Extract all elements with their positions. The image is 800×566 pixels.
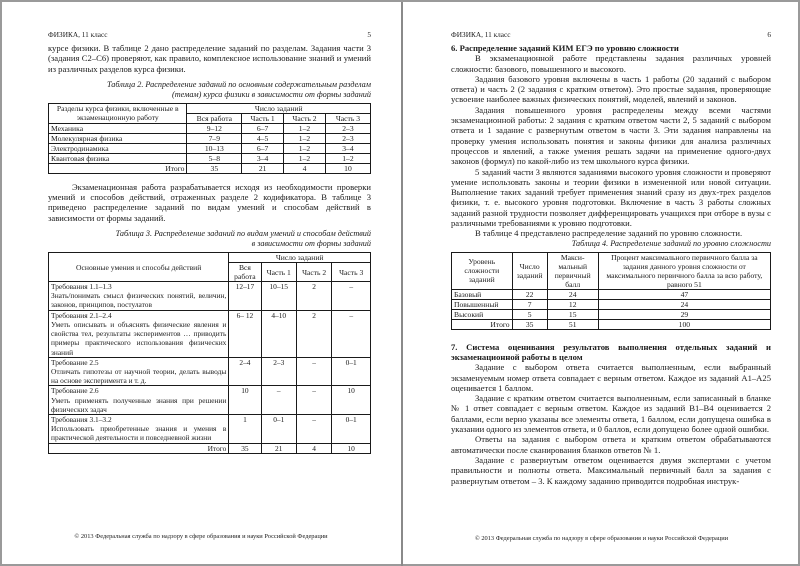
table-row: Механика 9–12 6–7 1–2 2–3 bbox=[49, 123, 371, 133]
paragraph: Задание с выбором ответа считается выполненным, если выбранный экзаменуемым номер ответа совпадает с верным ответом. Каждое из заданий А1–А25 оценивается 1 баллом. bbox=[451, 362, 771, 393]
header-title: ФИЗИКА, 11 класс bbox=[451, 30, 511, 39]
section-6-heading: 6. Распределение заданий КИМ ЕГЭ по уровню сложности bbox=[451, 43, 679, 53]
paragraph: Задание с развернутым ответом оценивается двумя экспертами с учетом правильности и полноты ответа. Максимальный первичный балл за задания с развернутым ответом – 3. К каждому заданию приводится подробная инструк- bbox=[451, 454, 771, 486]
paragraph: Ответы на задания с выбором ответа и кратким ответом обрабатываются автоматически после сканирования бланков ответов № 1. bbox=[451, 434, 771, 455]
table-4: Уровень сложности заданий Число заданий Макси-мальный первичный балл Процент максимального первичного балла за задания данного уровня сложности от максимального первичного балла за всю работу, равного 51 Базовый 22 24 47 Повышенный 7 12 24 Высокий 5 15 29 Итого 35 51 100 bbox=[451, 252, 771, 330]
table4-caption: Таблица 4. Распределение заданий по уровню сложности bbox=[571, 238, 771, 248]
table-row: Квантовая физика 5–8 3–4 1–2 1–2 bbox=[49, 153, 371, 163]
page-5 bbox=[2, 2, 400, 564]
table-total-row: Итого 35 51 100 bbox=[452, 319, 771, 329]
section-7-heading: 7. Система оценивания результатов выполнения отдельных заданий и экзаменационной работы в целом bbox=[451, 341, 771, 362]
table-row: Повышенный 7 12 24 bbox=[452, 299, 771, 309]
table-total-row: Итого 35 21 4 10 bbox=[49, 443, 371, 453]
page-footer: © 2013 Федеральная служба по надзору в сфере образования и науки Российской Федерации bbox=[474, 535, 729, 542]
table-2: Разделы курса физики, включенные в экзаменационную работу Число заданий Вся работа Часть 1 Часть 2 Часть 3 Механика 9–12 6–7 1–2 2–3 Молекулярная физика 7–9 4–5 1–2 2–3 Электродинамика 10–13 6–7 1–2 3–4 Квантовая физика 5–8 3–4 1–2 1–2 Итого 35 21 4 10 bbox=[48, 103, 371, 174]
table-total-row: Итого 35 21 4 10 bbox=[49, 163, 371, 173]
header-title: ФИЗИКА, 11 класс bbox=[48, 30, 108, 39]
paragraph: Задания базового уровня включены в часть 1 работы (20 заданий с выбором ответа) и часть 2 (2 задания с кратким ответом). Это простые задания, проверяющие усвоение наиболее важных физических понятий, моделей, явлений и законов. bbox=[451, 73, 771, 105]
table-row: Требование 2.5 Отличать гипотезы от научной теории, делать выводы на основе эксперимента и т. д. 2–4 2–3 – 0–1 bbox=[49, 357, 371, 386]
table-row: Требования 1.1–1.3 Знать/понимать смысл физических понятий, величин, законов, принципов, постулатов 12–17 10–15 2 – bbox=[49, 282, 371, 311]
table-3: Основные умения и способы действий Число заданий Вся работа Часть 1 Часть 2 Часть 3 Требования 1.1–1.3 Знать/понимать смысл физических понятий, величин, законов, принципов, постулатов 12–17 10–15 2 – Требования 2.1–2.4 Уметь описывать и объяснять физические явления и свойства тел, результаты экспериментов … приводить примеры практического использования физических знаний 6– 12 4–10 2 – Требование 2.5 Отличать гипотезы от научной теории, делать выводы на основе эксперимента и т. д. 2–4 2–3 – 0–1 Требование 2.6 Уметь применять полученные знания при решении физических задач 10 – – 10 Требования 3.1–3.2 Использовать приобретенные знания и умения в практической деятельности и повседневной жизни 1 0–1 – 0–1 Итого 35 21 4 10 bbox=[48, 252, 371, 454]
page-6 bbox=[403, 2, 800, 564]
table-row: Базовый 22 24 47 bbox=[452, 289, 771, 299]
paragraph: 5 заданий части 3 являются заданиями высокого уровня сложности и проверяют умение использовать законы и теории физики в измененной или новой ситуации. Выполнение таких заданий требует применения знаний сразу из двух-трех разделов физики, т. е. высокого уровня подготовки. Включение в часть 3 работы сложных заданий разной трудности позволяет дифференцировать учащихся при отборе в вузы с различными требованиями к уровню подготовки. bbox=[451, 166, 771, 229]
table-row: Высокий 5 15 29 bbox=[452, 309, 771, 319]
table-row: Требование 2.6 Уметь применять полученные знания при решении физических задач 10 – – 10 bbox=[49, 386, 371, 415]
col-section: Разделы курса физики, включенные в экзаменационную работу bbox=[49, 103, 187, 123]
running-header bbox=[451, 30, 771, 39]
page-number: 6 bbox=[767, 30, 771, 39]
paragraph: Задания повышенного уровня распределены между всеми частями экзаменационной работы: 2 задания с кратким ответом части 2, 5 заданий с выбором ответа и 1 задание с развернутым ответом в части 3. Эти задания направлены на проверку умения использовать понятия и законы физики для анализа различных процессов и явлений, а также умения решать задачи на применение одного-двух законов (формул) по какой-либо из тем школьного курса физики. bbox=[451, 104, 771, 167]
table-row: Требования 3.1–3.2 Использовать приобретенные знания и умения в практической деятельности и повседневной жизни 1 0–1 – 0–1 bbox=[49, 414, 371, 443]
table2-caption: Таблица 2. Распределение заданий по основным содержательным разделам (темам) курса физики в зависимости от формы заданий bbox=[106, 79, 371, 99]
intro-paragraph: курсе физики. В таблице 2 дано распределение заданий по разделам. Задания части 3 (задания С2–С6) проверяют, как правило, комплексное использование знаний и умений из различных разделов курса физики. bbox=[48, 43, 371, 74]
running-header bbox=[48, 30, 371, 39]
page-footer: © 2013 Федеральная служба по надзору в сфере образования и науки Российской Федерации bbox=[74, 533, 328, 540]
paragraph: Задание с кратким ответом считается выполненным, если записанный в бланке № 1 ответ совпадает с верным ответом. Каждое из заданий В1–В4 оценивается 2 баллами, если верно указаны все элементы ответа, 1 баллом, если допущена ошибка в указании одного из элементов ответа, и 0 баллов, если допущено более одной ошибки. bbox=[451, 393, 771, 435]
col-skills: Основные умения и способы действий bbox=[49, 253, 229, 282]
table-row: Требования 2.1–2.4 Уметь описывать и объяснять физические явления и свойства тел, результаты экспериментов … приводить примеры практического использования физических знаний 6– 12 4–10 2 – bbox=[49, 310, 371, 357]
paragraph: В экзаменационной работе представлены задания различных уровней сложности: базового, повышенного и высокого. bbox=[451, 53, 771, 74]
table3-caption: Таблица 3. Распределение заданий по видам умений и способам действий в зависимости от формы заданий bbox=[115, 229, 371, 249]
table-row: Электродинамика 10–13 6–7 1–2 3–4 bbox=[49, 143, 371, 153]
paragraph: В таблице 4 представлено распределение заданий по уровню сложности. bbox=[475, 228, 743, 239]
col-group: Число заданий bbox=[229, 253, 371, 263]
col-group: Число заданий bbox=[187, 103, 371, 113]
middle-paragraph: Экзаменационная работа разрабатывается исходя из необходимости проверки умений и способов действий, отраженных разделе 2 кодификатора. В таблице 3 приведено распределение заданий по видам умений и способам действий в зависимости от формы заданий. bbox=[48, 181, 371, 223]
page-number: 5 bbox=[367, 30, 371, 39]
table-row: Молекулярная физика 7–9 4–5 1–2 2–3 bbox=[49, 133, 371, 143]
